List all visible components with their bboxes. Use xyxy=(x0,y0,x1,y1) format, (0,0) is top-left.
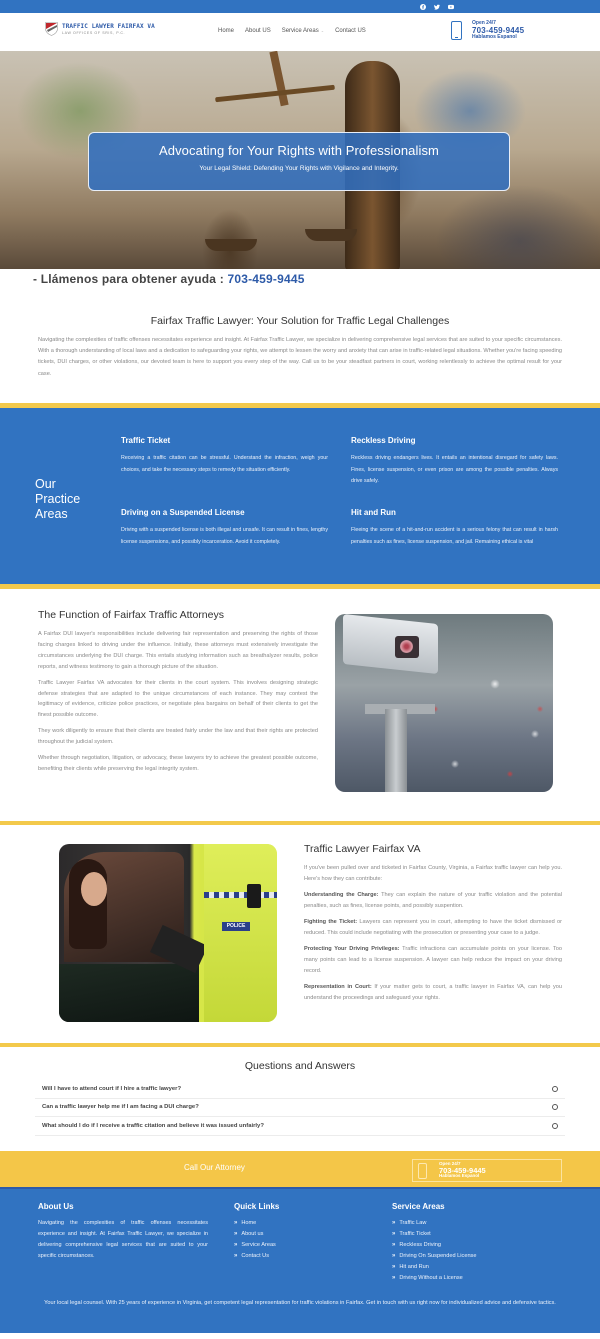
double-chevron-right-icon: » xyxy=(392,1220,396,1226)
footer-link-service-areas[interactable]: » Service Areas xyxy=(234,1240,279,1251)
practice-item-title: Traffic Ticket xyxy=(121,436,171,445)
practice-item-body: Driving with a suspended license is both illegal and unsafe. It can result in fines, lengthy license suspensions, and possibly incarceration. Avoid it completely. xyxy=(121,527,328,545)
site-header xyxy=(0,13,600,51)
call-attorney-bar xyxy=(0,1151,600,1187)
officer-vest-shape xyxy=(204,844,277,1022)
practice-item-reckless-driving xyxy=(351,436,558,488)
footer-service-areas xyxy=(392,1202,476,1284)
footer-service-link[interactable]: » Driving Without a License xyxy=(392,1273,476,1284)
footer-about-title: About Us xyxy=(38,1202,74,1211)
camera-housing-shape xyxy=(343,614,438,674)
footer-about xyxy=(38,1202,208,1262)
footer-link-about[interactable]: » About us xyxy=(234,1229,279,1240)
lawyer-section xyxy=(0,825,600,1043)
hero-banner xyxy=(0,51,600,269)
nav-service-areas[interactable] xyxy=(282,28,324,34)
chevron-down-icon: ⌄ xyxy=(320,28,325,33)
intro-body: Navigating the complexities of traffic offenses necessitates experience and insight. At Fairfax Traffic Lawyer, we specialize in delivering comprehensive legal services that are suited to your specific circumstances. With a thorough understanding of local laws and a dedication to safeguarding your rights, we attempt to lessen the worry and anxiety that can arise in traffic-related legal situations. Whether you're facing speeding tickets, DUI charges, or other violations, our devoted team is here to support you every step of the way. Call us to be your steadfast partners in court, working relentlessly to achieve the optimal result for your case. xyxy=(38,337,562,377)
mobile-phone-icon xyxy=(418,1163,427,1179)
phone-hours: Open 24/7 xyxy=(472,20,496,26)
lawyer-point: Representation in Court: If your matter gets to court, a traffic lawyer in Fairfax VA, can help you understand the proceedings and safeguard your rights. xyxy=(304,984,562,1001)
call-attorney-label: Call Our Attorney xyxy=(184,1163,245,1172)
shield-logo-icon xyxy=(45,22,58,36)
lawyer-point: Protecting Your Driving Privileges: Traffic infractions can accumulate points on your license. Too many points can lead to a license suspension. A lawyer can help reduce the impact on your driving record. xyxy=(304,946,562,974)
phone-language: Hablamos Espanol xyxy=(472,34,517,41)
faq-section xyxy=(0,1047,600,1151)
top-bar xyxy=(0,0,600,13)
footer-service-link[interactable]: » Hit and Run xyxy=(392,1262,476,1273)
expand-circle-icon xyxy=(552,1104,558,1110)
site-footer xyxy=(0,1187,600,1333)
lawyer-point: Understanding the Charge: They can explain the nature of your traffic violation and the potential penalties, such as fines, license points, and possibly suspention. xyxy=(304,892,562,909)
intro-section xyxy=(0,309,600,403)
vest-checker-band xyxy=(204,892,277,898)
function-title: The Function of Fairfax Traffic Attorneys xyxy=(38,609,224,621)
footer-quick-links xyxy=(234,1202,279,1262)
faq-question: Can a traffic lawyer help me if I am facing a DUI charge? xyxy=(42,1104,199,1111)
callbar-number[interactable]: 703-459-9445 xyxy=(439,1165,486,1175)
callbar-phone-button[interactable] xyxy=(412,1159,562,1182)
double-chevron-right-icon: » xyxy=(392,1253,396,1259)
double-chevron-right-icon: » xyxy=(234,1220,238,1226)
expand-circle-icon xyxy=(552,1086,558,1092)
camera-pole-shape xyxy=(385,709,407,792)
statue-arm-shape xyxy=(269,51,288,106)
facebook-icon[interactable] xyxy=(420,4,426,10)
youtube-icon[interactable] xyxy=(448,4,454,10)
intro-title: Fairfax Traffic Lawyer: Your Solution for Traffic Legal Challenges xyxy=(150,315,450,327)
faq-item[interactable] xyxy=(35,1080,565,1099)
double-chevron-right-icon: » xyxy=(392,1231,396,1237)
scale-pan-left xyxy=(205,239,257,251)
footer-service-link[interactable]: » Traffic Ticket xyxy=(392,1229,476,1240)
lawyer-intro: If you've been pulled over and ticketed in Fairfax County, Virginia, a Fairfax traffic lawyer can help you. Here's how they can contribute: xyxy=(304,865,562,882)
car-door-shape xyxy=(59,964,199,1022)
nav-contact-us[interactable]: Contact US xyxy=(335,28,366,34)
practice-item-traffic-ticket xyxy=(121,436,328,476)
faq-title: Questions and Answers xyxy=(244,1060,356,1072)
double-chevron-right-icon: » xyxy=(392,1264,396,1270)
scale-pan-right xyxy=(305,229,357,241)
footer-quick-links-title: Quick Links xyxy=(234,1202,280,1211)
practice-item-body: Reckless driving endangers lives. It entails an intentional disregard for safety laws. Fines, license suspension, or even prison are among the possible penalties. Always drive safely. xyxy=(351,455,558,484)
footer-about-body: Navigating the complexities of traffic offenses necessitates experience and insight. At Fairfax Traffic Lawyer, we specialize in delivering comprehensive legal services that are suited to your specific circumstances. xyxy=(38,1220,208,1259)
hero-subtitle: Your Legal Shield: Defending Your Rights with Vigilance and Integrity. xyxy=(199,165,399,172)
traffic-camera-image xyxy=(335,614,553,792)
site-logo[interactable] xyxy=(45,22,155,36)
lawyer-point: Fighting the Ticket: Lawyers can represent you in court, attempting to have the ticket dismissed or reduced. This could include negotiating with the prosecution or presenting your case to a judge. xyxy=(304,919,563,936)
main-nav xyxy=(218,28,366,34)
double-chevron-right-icon: » xyxy=(234,1253,238,1259)
lawyer-title: Traffic Lawyer Fairfax VA xyxy=(304,843,421,855)
function-paragraph: They work diligently to ensure that their clients are treated fairly under the law and that their rights are protected throughout the judicial system. xyxy=(38,728,318,746)
spanish-call-line xyxy=(0,269,600,309)
practice-item-suspended-license xyxy=(121,508,328,548)
twitter-icon[interactable] xyxy=(434,4,440,10)
double-chevron-right-icon: » xyxy=(392,1242,396,1248)
footer-service-link[interactable]: » Driving On Suspended License xyxy=(392,1251,476,1262)
scales-beam-shape xyxy=(215,85,335,103)
callbar-hours: Open 24/7 xyxy=(439,1160,461,1166)
double-chevron-right-icon: » xyxy=(392,1275,396,1281)
function-paragraph: Whether through negotiation, litigation, or advocacy, these lawyers try to achieve the greatest possible outcome, benefiting their clients while preserving the legal integrity system. xyxy=(38,755,318,772)
faq-question: What should I do if I receive a traffic citation and believe it was issued unfairly? xyxy=(42,1122,264,1129)
faq-question: Will I have to attend court if I hire a traffic lawyer? xyxy=(42,1085,182,1092)
practice-item-title: Hit and Run xyxy=(351,508,396,517)
footer-service-link[interactable]: » Traffic Law xyxy=(392,1218,476,1229)
driver-face-shape xyxy=(81,872,107,906)
phone-number[interactable]: 703-459-9445 xyxy=(472,25,525,35)
callbar-language: Hablamos Espanol xyxy=(439,1173,480,1179)
function-text xyxy=(38,629,318,780)
footer-link-home[interactable]: » Home xyxy=(234,1218,279,1229)
expand-circle-icon xyxy=(552,1123,558,1129)
footer-service-link[interactable]: » Reckless Driving xyxy=(392,1240,476,1251)
practice-item-title: Driving on a Suspended License xyxy=(121,508,245,517)
logo-subtitle: LAW OFFICES OF SRIS, P.C. xyxy=(62,31,126,35)
footer-service-areas-title: Service Areas xyxy=(392,1202,445,1211)
call-prefix: - Llámenos para obtener ayuda : xyxy=(33,272,228,286)
camera-lens-shape xyxy=(395,636,419,658)
nav-about-us[interactable]: About US xyxy=(245,28,271,34)
nav-home[interactable]: Home xyxy=(218,28,235,34)
practice-item-title: Reckless Driving xyxy=(351,436,416,445)
function-paragraph: Traffic Lawyer Fairfax VA advocates for their clients in the court system. This involves designing strategic defense strategies that are adapted to the unique circumstances of each instance. They may contest the legitimacy of evidence, criticize police practices, or negotiate plea bargains on behalf of their clients to get the finest possible outcome. xyxy=(38,679,318,719)
hero-card xyxy=(88,132,510,191)
call-number-link[interactable]: 703-459-9445 xyxy=(227,272,305,286)
practice-areas-title: Our Practice Areas xyxy=(35,477,81,521)
practice-areas-section xyxy=(0,408,600,584)
police-traffic-stop-image xyxy=(59,844,277,1022)
function-paragraph: A Fairfax DUI lawyer's responsibilities include delivering fair representation and preserving the rights of those facing charges linked to driving under the influence. Initially, these attorneys must extensively investigate the circumstances underlying the DUI charge. This entails studying information such as breathalyzer results, police reports, and witness testimony to gain a thorough picture of the situation. xyxy=(38,631,318,670)
header-phone-block[interactable] xyxy=(451,21,524,41)
footer-bottom-text: Your local legal counsel. With 25 years of experience in Virginia, get competent legal representation for traffic violations in Fairfax. Get in touch with us right now for individualized advice and defensive tactics. xyxy=(44,1300,556,1306)
function-section xyxy=(0,589,600,821)
faq-item[interactable] xyxy=(35,1117,565,1136)
practice-item-body: Fleeing the scene of a hit-and-run accident is a serious felony that can result in harsh penalties such as fines, license suspension, and jail. Remaining ethical is vital xyxy=(351,527,558,545)
faq-list xyxy=(35,1080,565,1136)
nav-service-areas-label: Service Areas xyxy=(281,28,319,34)
radio-shape xyxy=(247,884,261,908)
logo-title: TRAFFIC LAWYER FAIRFAX VA xyxy=(62,23,155,30)
practice-item-hit-and-run xyxy=(351,508,558,548)
lawyer-text xyxy=(304,843,562,1009)
footer-link-contact[interactable]: » Contact Us xyxy=(234,1251,279,1262)
hero-title: Advocating for Your Rights with Professionalism xyxy=(158,143,439,158)
practice-item-body: Receiving a traffic citation can be stressful. Understand the infraction, weigh your choices, and take the necessary steps to remedy the situation efficiently. xyxy=(121,455,328,473)
faq-item[interactable] xyxy=(35,1099,565,1118)
police-badge: POLICE xyxy=(222,922,250,931)
double-chevron-right-icon: » xyxy=(234,1242,238,1248)
mobile-phone-icon xyxy=(451,21,462,40)
double-chevron-right-icon: » xyxy=(234,1231,238,1237)
